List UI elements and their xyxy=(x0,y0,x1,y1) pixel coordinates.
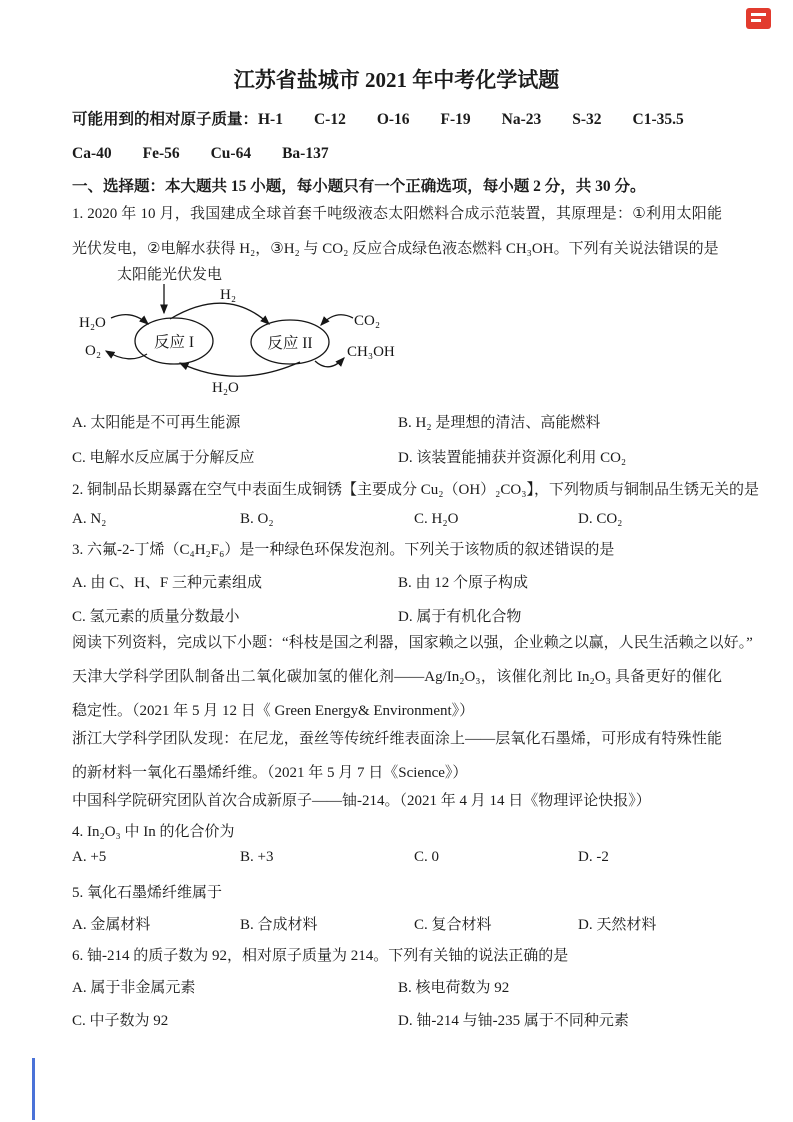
arrow-reaction-1-to-o2 xyxy=(106,351,147,359)
page-title: 江苏省盐城市 2021 年中考化学试题 xyxy=(233,68,560,92)
q4-option-a: A. +5 xyxy=(72,849,107,865)
q1-option-d: D. 该装置能捕获并资源化利用 CO₂ xyxy=(398,450,627,466)
diagram-label-solar: 太阳能光伏发电 xyxy=(117,267,223,283)
q3-option-c: C. 氢元素的质量分数最小 xyxy=(72,609,240,625)
arrow-co2-to-reaction-2 xyxy=(321,315,353,325)
diagram-label-ch3oh-out: CH₃OH xyxy=(347,344,395,360)
diagram-label-h2: H₂ xyxy=(220,287,237,303)
q2-option-a: A. N₂ xyxy=(72,511,107,527)
q5-option-a: A. 金属材料 xyxy=(72,917,151,933)
question-3-text: 3. 六氟-2-丁烯（C₄H₂F₆）是一种绿色环保发泡剂。下列关于该物质的叙述错误的是 xyxy=(72,542,615,558)
corner-logo-icon xyxy=(746,8,771,29)
q1-option-a: A. 太阳能是不可再生能源 xyxy=(72,415,241,431)
question-2-text: 2. 铜制品长期暴露在空气中表面生成铜锈【主要成分 Cu₂（OH）₂CO₃】，下列物质与铜制品生锈无关的是 xyxy=(72,482,759,498)
arrow-h2-reaction-1-to-2 xyxy=(170,303,269,324)
q1-option-c: C. 电解水反应属于分解反应 xyxy=(72,450,255,466)
passage-paragraph-1: 阅读下列资料，完成以下小题：“科枝是国之利器，国家赖之以强，企业赖之以赢，人民生活赖之以好。” xyxy=(72,635,753,651)
atomic-mass-line-2: Ca-40 Fe-56 Cu-64 Ba-137 xyxy=(72,145,329,162)
q5-option-c: C. 复合材料 xyxy=(414,917,492,933)
passage-paragraph-2: 天津大学科学团队制备出二氧化碳加氢的催化剂——Ag/In₂O₃，该催化剂比 In₂O₃ 具备更好的催化稳定性。（2021 年 5 月 12 日《 Green Energy& Environment》） xyxy=(72,669,722,719)
diagram-label-o2-out: O₂ xyxy=(85,343,102,359)
diagram-node-label-reaction-1: 反应 I xyxy=(153,334,195,351)
q6-option-c: C. 中子数为 92 xyxy=(72,1013,169,1029)
diagram-label-co2-in: CO₂ xyxy=(354,313,381,329)
q2-option-c: C. H₂O xyxy=(414,511,459,527)
text-cursor xyxy=(32,1058,35,1120)
corner-logo-detail xyxy=(751,19,761,22)
passage-paragraph-3: 浙江大学科学团队发现：在尼龙，蚕丝等传统纤维表面涂上——层氧化石墨烯，可形成有特殊性能的新材料一氧化石墨烯纤维。（2021 年 5 月 7 日《Science》） xyxy=(72,731,722,781)
q6-option-a: A. 属于非金属元素 xyxy=(72,980,196,996)
q6-option-d: D. 铀-214 与铀-235 属于不同种元素 xyxy=(398,1013,629,1029)
q5-option-d: D. 天然材料 xyxy=(578,917,657,933)
question-5-text: 5. 氧化石墨烯纤维属于 xyxy=(72,885,223,901)
q3-option-d: D. 属于有机化合物 xyxy=(398,609,522,625)
reaction-cycle-diagram xyxy=(57,259,419,401)
diagram-label-h2o-in: H₂O xyxy=(79,315,106,331)
diagram-node-label-reaction-2: 反应 II xyxy=(267,335,313,352)
q4-option-b: B. +3 xyxy=(240,849,274,865)
section-1-header: 一、选择题：本大题共 15 小题，每小题只有一个正确选项，每小题 2 分，共 30 分。 xyxy=(72,178,646,195)
q2-option-b: B. O₂ xyxy=(240,511,274,527)
atomic-mass-line-1: 可能用到的相对原子质量：H-1 C-12 O-16 F-19 Na-23 S-32 C1-35.5 xyxy=(72,111,684,128)
arrow-reaction-2-to-ch3oh xyxy=(315,358,344,367)
passage-paragraph-4: 中国科学院研究团队首次合成新原子——铀-214。（2021 年 4 月 14 日《物理评论快报》） xyxy=(72,793,651,809)
corner-logo-detail xyxy=(751,13,766,16)
arrow-h2o-to-reaction-1 xyxy=(111,315,148,324)
q4-option-c: C. 0 xyxy=(414,849,440,865)
q6-option-b: B. 核电荷数为 92 xyxy=(398,980,510,996)
q1-option-b: B. H₂ 是理想的清洁、高能燃料 xyxy=(398,415,601,431)
question-6-text: 6. 铀-214 的质子数为 92，相对原子质量为 214。下列有关铀的说法正确的是 xyxy=(72,948,569,964)
q2-option-d: D. CO₂ xyxy=(578,511,623,527)
question-1-text: 1. 2020 年 10 月，我国建成全球首套千吨级液态太阳燃料合成示范装置，其原理是：①利用太阳能光伏发电，②电解水获得 H₂，③H₂ 与 CO₂ 反应合成绿色液态燃料 CH₃OH。下列有关说法错误的是 xyxy=(72,206,722,257)
diagram-label-h2o-return: H₂O xyxy=(212,380,239,396)
q5-option-b: B. 合成材料 xyxy=(240,917,318,933)
q3-option-b: B. 由 12 个原子构成 xyxy=(398,575,529,591)
question-4-text: 4. In₂O₃ 中 In 的化合价为 xyxy=(72,824,235,840)
q3-option-a: A. 由 C、H、F 三种元素组成 xyxy=(72,575,263,591)
q4-option-d: D. -2 xyxy=(578,849,609,865)
